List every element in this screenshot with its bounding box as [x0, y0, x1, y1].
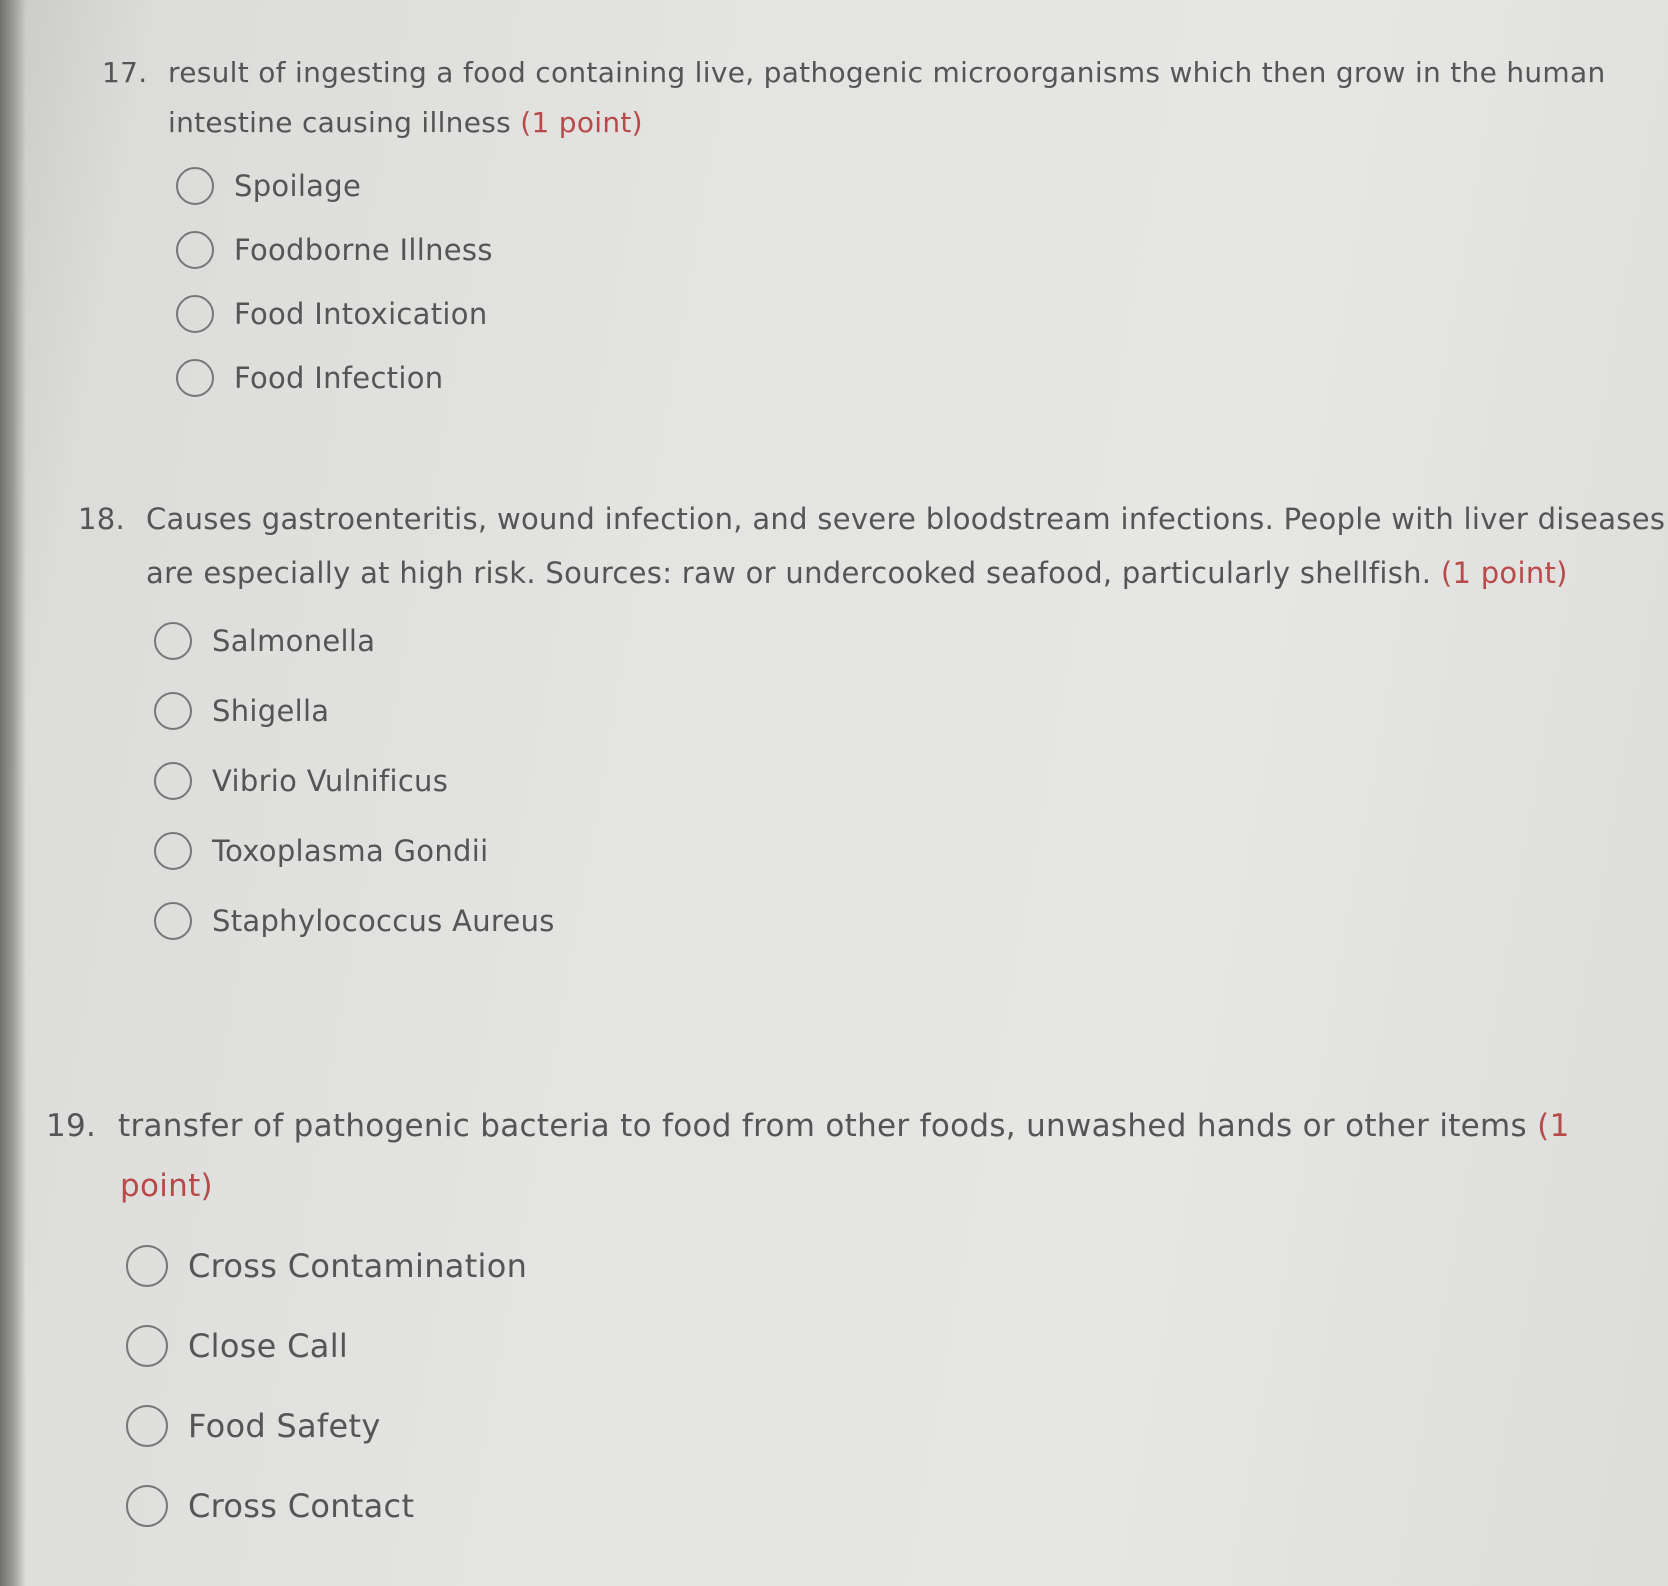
option-label: Salmonella — [212, 624, 376, 658]
option-label: Cross Contact — [188, 1487, 415, 1525]
option-label: Toxoplasma Gondii — [212, 834, 489, 868]
option-shigella[interactable] — [154, 676, 1638, 746]
options-list — [176, 154, 1662, 410]
option-label: Food Safety — [188, 1407, 381, 1445]
question-17 — [102, 48, 1662, 410]
option-label: Cross Contamination — [188, 1247, 528, 1285]
radio-button[interactable] — [154, 692, 192, 730]
question-19 — [46, 1096, 1606, 1546]
photo-edge-shadow — [0, 0, 26, 1586]
radio-button[interactable] — [154, 832, 192, 870]
options-list — [126, 1226, 1606, 1546]
option-label: Spoilage — [234, 169, 362, 203]
option-food-intoxication[interactable] — [176, 282, 1662, 346]
question-prompt: Causes gastroenteritis, wound infection, and severe bloodstream infections. People with liver diseases are especially at high risk. Sources: raw or undercooked seafood, particularly shellfish. — [146, 502, 1666, 590]
question-number: 19. — [46, 1108, 97, 1144]
question-number: 18. — [78, 502, 126, 536]
option-label: Foodborne Illness — [234, 233, 493, 267]
option-label: Shigella — [212, 694, 330, 728]
option-label: Close Call — [188, 1327, 349, 1365]
radio-button[interactable] — [126, 1485, 168, 1527]
option-spoilage[interactable] — [176, 154, 1662, 218]
option-cross-contamination[interactable] — [126, 1226, 1606, 1306]
radio-button[interactable] — [176, 167, 214, 205]
option-vibrio-vulnificus[interactable] — [154, 746, 1638, 816]
option-label: Staphylococcus Aureus — [212, 904, 555, 938]
radio-button[interactable] — [176, 359, 214, 397]
option-food-safety[interactable] — [126, 1386, 1606, 1466]
option-cross-contact[interactable] — [126, 1466, 1606, 1546]
question-17-text — [102, 48, 1628, 148]
option-foodborne-illness[interactable] — [176, 218, 1662, 282]
question-19-text — [46, 1096, 1660, 1216]
points-label: (1 point) — [120, 1108, 1570, 1204]
radio-button[interactable] — [154, 902, 192, 940]
option-label: Vibrio Vulnificus — [212, 764, 449, 798]
question-18 — [78, 492, 1666, 956]
option-label: Food Intoxication — [234, 297, 488, 331]
question-number: 17. — [102, 56, 148, 89]
radio-button[interactable] — [154, 762, 192, 800]
radio-button[interactable] — [126, 1325, 168, 1367]
points-label: (1 point) — [520, 106, 643, 139]
question-18-text — [78, 492, 1666, 600]
radio-button[interactable] — [126, 1245, 168, 1287]
options-list — [154, 606, 1638, 956]
option-staphylococcus-aureus[interactable] — [154, 886, 1638, 956]
radio-button[interactable] — [176, 231, 214, 269]
option-label: Food Infection — [234, 361, 444, 395]
option-toxoplasma-gondii[interactable] — [154, 816, 1638, 886]
question-prompt: result of ingesting a food containing live, pathogenic microorganisms which then grow in the human intestine causing illness — [168, 56, 1606, 139]
option-salmonella[interactable] — [154, 606, 1638, 676]
question-prompt: transfer of pathogenic bacteria to food from other foods, unwashed hands or other items — [118, 1108, 1528, 1144]
option-close-call[interactable] — [126, 1306, 1606, 1386]
radio-button[interactable] — [154, 622, 192, 660]
option-food-infection[interactable] — [176, 346, 1662, 410]
radio-button[interactable] — [126, 1405, 168, 1447]
radio-button[interactable] — [176, 295, 214, 333]
points-label: (1 point) — [1440, 556, 1568, 590]
